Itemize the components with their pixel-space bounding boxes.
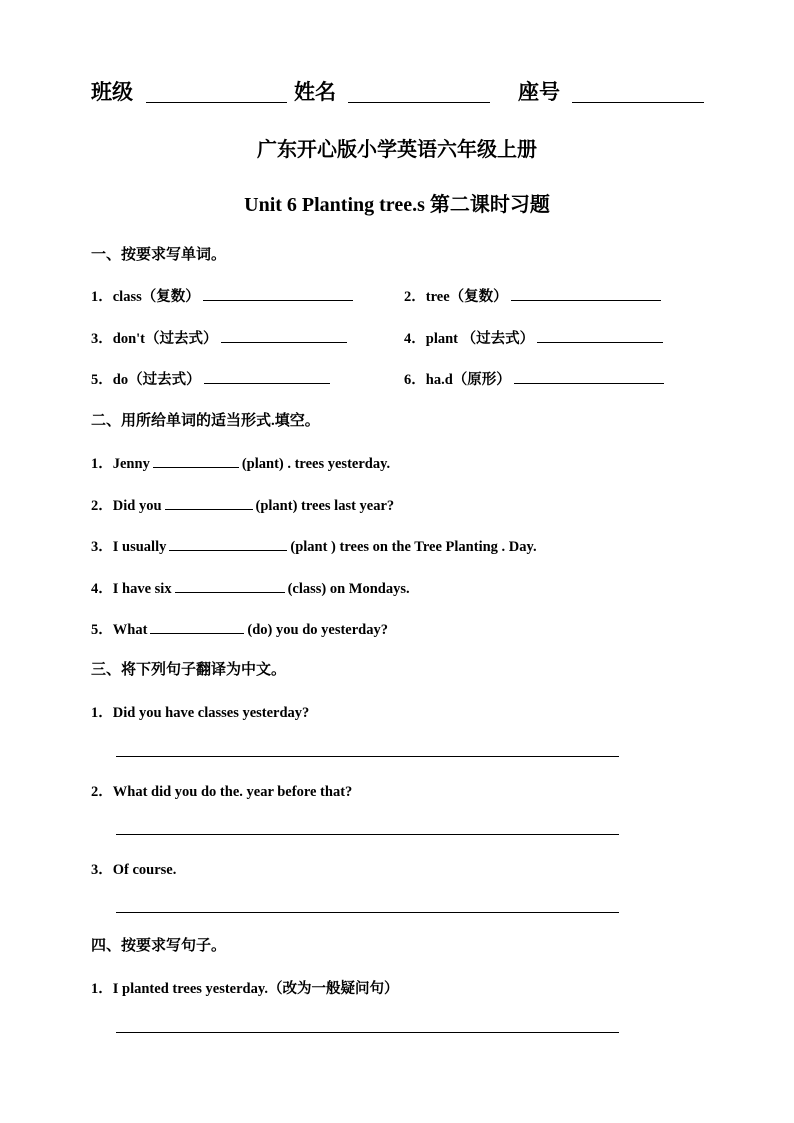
s1-item-5 <box>91 368 333 389</box>
answer-line[interactable] <box>116 1032 619 1033</box>
s4-item-1 <box>91 977 398 998</box>
class-label: 班级 <box>91 80 133 104</box>
item-text-after: (plant) . trees yesterday. <box>241 456 391 472</box>
item-text: do（过去式） <box>112 372 201 388</box>
answer-blank[interactable] <box>150 621 244 634</box>
item-text: class（复数） <box>112 289 200 305</box>
item-number: 6． <box>404 372 426 388</box>
s3-item-1 <box>91 701 309 722</box>
item-text: I planted trees yesterday.（改为一般疑问句） <box>112 981 399 997</box>
item-text: Of course. <box>112 862 177 878</box>
s1-item-4 <box>404 327 666 348</box>
s3-item-2 <box>91 780 352 801</box>
page-subtitle: Unit 6 Planting tree.s 第二课时习题 <box>244 194 550 216</box>
section-1-heading: 一、按要求写单词。 <box>91 247 227 263</box>
item-text-before: Did you <box>112 498 162 514</box>
s2-item-2 <box>91 494 394 515</box>
answer-line[interactable] <box>116 756 619 757</box>
s2-item-3 <box>91 535 537 556</box>
item-text: don't（过去式） <box>112 331 218 347</box>
s1-item-6 <box>404 368 667 389</box>
answer-line[interactable] <box>116 834 619 835</box>
s2-item-5 <box>91 618 388 639</box>
class-blank[interactable] <box>146 102 287 103</box>
item-text-before: Jenny <box>112 456 150 472</box>
answer-blank[interactable] <box>537 330 663 343</box>
name-label: 姓名 <box>294 80 336 104</box>
item-number: 1． <box>91 456 113 472</box>
item-number: 1． <box>91 289 113 305</box>
section-3-heading: 三、将下列句子翻译为中文。 <box>91 662 287 678</box>
answer-line[interactable] <box>116 912 619 913</box>
item-number: 3． <box>91 862 113 878</box>
item-number: 2． <box>91 498 113 514</box>
s2-item-4 <box>91 577 410 598</box>
item-number: 4． <box>91 581 113 597</box>
s1-item-2 <box>404 285 664 306</box>
item-text: plant （过去式） <box>425 331 535 347</box>
seat-blank[interactable] <box>572 102 704 103</box>
item-text-after: (plant ) trees on the Tree Planting . Day. <box>290 539 537 555</box>
item-number: 1． <box>91 981 113 997</box>
answer-blank[interactable] <box>203 288 353 301</box>
item-text: What did you do the. year before that? <box>112 784 353 800</box>
answer-blank[interactable] <box>169 538 287 551</box>
item-number: 3． <box>91 331 113 347</box>
item-text-after: (do) you do yesterday? <box>247 622 388 638</box>
item-number: 1． <box>91 705 113 721</box>
item-text-after: (class) on Mondays. <box>287 581 410 597</box>
answer-blank[interactable] <box>221 330 347 343</box>
item-text-before: What <box>112 622 148 638</box>
answer-blank[interactable] <box>204 371 330 384</box>
section-4-heading: 四、按要求写句子。 <box>91 938 227 954</box>
name-blank[interactable] <box>348 102 490 103</box>
item-text: ha.d（原形） <box>425 372 511 388</box>
item-number: 2． <box>91 784 113 800</box>
section-2-heading: 二、用所给单词的适当形式.填空。 <box>91 413 320 429</box>
item-text-after: (plant) trees last year? <box>255 498 395 514</box>
item-number: 2． <box>404 289 426 305</box>
s3-item-3 <box>91 858 176 879</box>
item-text: Did you have classes yesterday? <box>112 705 310 721</box>
s1-item-3 <box>91 327 350 348</box>
answer-blank[interactable] <box>165 497 253 510</box>
seat-label: 座号 <box>518 80 560 104</box>
item-number: 5． <box>91 372 113 388</box>
item-number: 4． <box>404 331 426 347</box>
answer-blank[interactable] <box>153 455 239 468</box>
item-text-before: I usually <box>112 539 167 555</box>
item-text-before: I have six <box>112 581 172 597</box>
item-number: 5． <box>91 622 113 638</box>
answer-blank[interactable] <box>511 288 661 301</box>
item-number: 3． <box>91 539 113 555</box>
item-text: tree（复数） <box>425 289 508 305</box>
answer-blank[interactable] <box>175 580 285 593</box>
s1-item-1 <box>91 285 356 306</box>
page-title: 广东开心版小学英语六年级上册 <box>257 139 537 161</box>
answer-blank[interactable] <box>514 371 664 384</box>
s2-item-1 <box>91 452 390 473</box>
